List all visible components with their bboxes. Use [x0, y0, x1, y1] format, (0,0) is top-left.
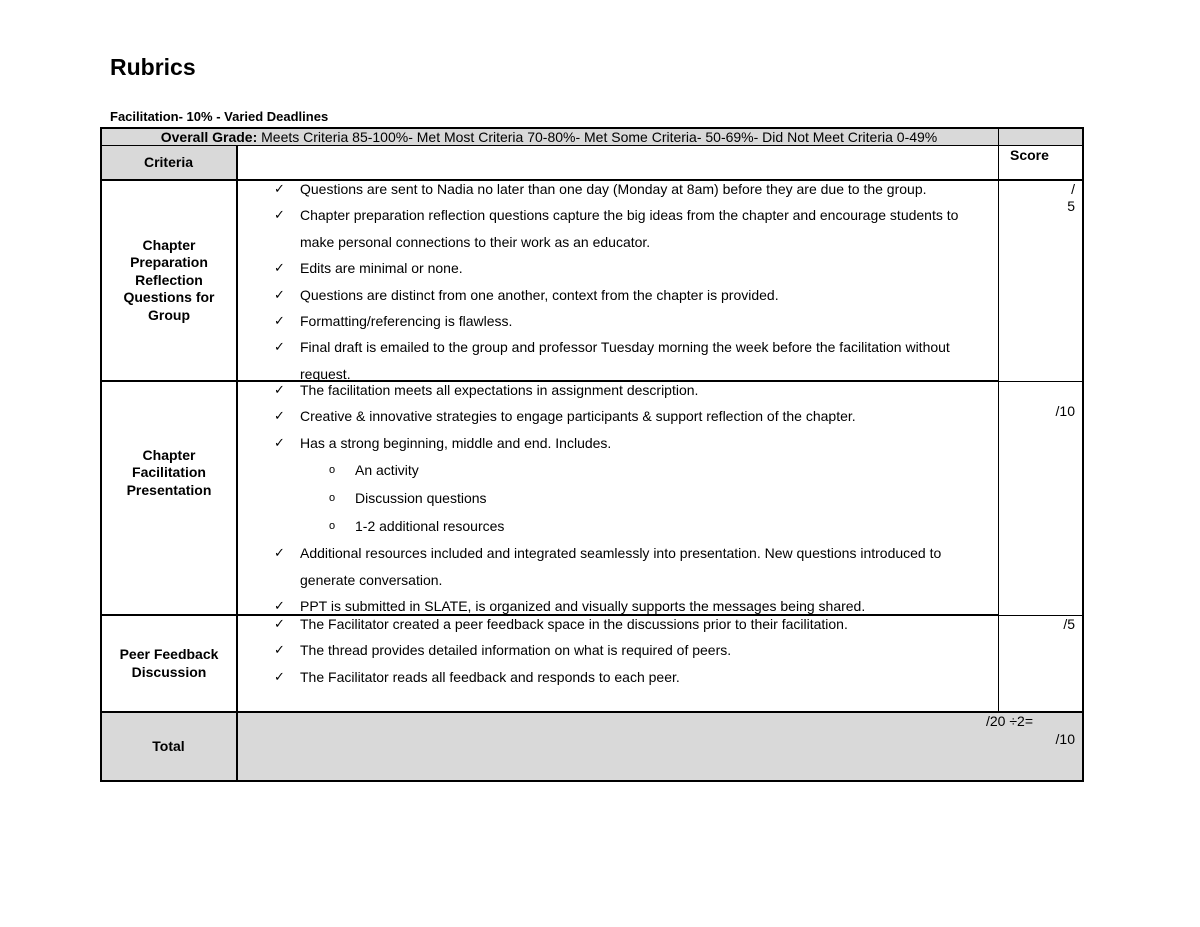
- list-item: ✓ Has a strong beginning, middle and end. Includes.: [238, 430, 994, 456]
- criteria-cell-peer-feedback: Peer Feedback Discussion: [119, 646, 219, 680]
- list-item: ✓ Questions are sent to Nadia no later than one day (Monday at 8am) before they are due to the group.: [238, 176, 994, 202]
- overall-row-bottom-border: [100, 145, 1084, 146]
- list-item: ✓ Final draft is emailed to the group and professor Tuesday morning the week before the facilitation without request.: [238, 334, 994, 387]
- total-score: /10: [1055, 731, 1075, 747]
- list-item: ✓ The facilitation meets all expectations in assignment description.: [238, 377, 994, 403]
- check-mark-icon: ✓: [274, 598, 285, 614]
- sub-list-item: o Discussion questions: [238, 484, 994, 512]
- overall-grade-text: [100, 129, 998, 145]
- list-item: ✓ Questions are distinct from one another, context from the chapter is provided.: [238, 282, 994, 308]
- overall-grade-label: Overall Grade:: [160, 129, 258, 145]
- row3-bottom-border: [100, 711, 1084, 713]
- check-mark-icon: ✓: [274, 260, 285, 276]
- check-mark-icon: ✓: [274, 181, 285, 196]
- criteria-cell-preparation: Chapter Preparation Reflection Questions for Group: [123, 236, 215, 323]
- list-item: ✓ Chapter preparation reflection questions capture the big ideas from the chapter and encourage students to make personal connections to their work as an educator.: [238, 202, 994, 255]
- section-subtitle: Facilitation- 10% - Varied Deadlines: [110, 109, 329, 124]
- circle-bullet-icon: o: [329, 520, 336, 533]
- table-bottom-border: [100, 780, 1084, 782]
- check-mark-icon: ✓: [274, 616, 285, 631]
- overall-grade-scale: Meets Criteria 85-100%- Met Most Criteria 70-80%- Met Some Criteria- 50-69%- Did Not Meet Criteria 0-49%: [257, 129, 938, 145]
- check-mark-icon: ✓: [274, 339, 285, 355]
- check-mark-icon: ✓: [274, 313, 285, 329]
- score-peer-feedback: /5: [1063, 616, 1075, 632]
- sub-list-item: o 1-2 additional resources: [238, 512, 994, 540]
- check-mark-icon: ✓: [274, 207, 285, 223]
- list-item: ✓ Edits are minimal or none.: [238, 255, 994, 281]
- list-item: ✓ Formatting/referencing is flawless.: [238, 308, 994, 334]
- check-mark-icon: ✓: [274, 408, 285, 424]
- check-mark-icon: ✓: [274, 545, 285, 561]
- score-presentation: /10: [1055, 403, 1075, 419]
- check-mark-icon: ✓: [274, 286, 285, 302]
- check-mark-icon: ✓: [274, 382, 285, 397]
- list-item: ✓ Creative & innovative strategies to engage participants & support reflection of the chapter.: [238, 403, 994, 429]
- page-title: Rubrics: [110, 54, 196, 80]
- list-item: ✓ The Facilitator created a peer feedback space in the discussions prior to their facilitation.: [238, 611, 994, 637]
- criteria-list-preparation: [238, 176, 994, 387]
- check-mark-icon: ✓: [274, 642, 285, 658]
- list-item: ✓ The thread provides detailed information on what is required of peers.: [238, 637, 994, 663]
- total-formula: /20 ÷2=: [986, 713, 1033, 729]
- total-label: Total: [152, 737, 185, 754]
- row1-score-bottom-border: [999, 381, 1084, 382]
- table-left-border: [100, 127, 102, 782]
- list-item: ✓ The Facilitator reads all feedback and responds to each peer.: [238, 664, 994, 690]
- circle-bullet-icon: o: [329, 492, 336, 505]
- list-item: ✓ PPT is submitted in SLATE, is organized and visually supports the messages being shared.: [238, 593, 994, 619]
- circle-bullet-icon: o: [329, 464, 336, 477]
- criteria-list-presentation: [238, 377, 994, 619]
- criteria-cell-presentation: Chapter Facilitation Presentation: [126, 446, 212, 498]
- score-column-divider: [998, 127, 999, 713]
- criteria-list-peer-feedback: [238, 611, 994, 690]
- score-header: Score: [1010, 147, 1049, 163]
- sub-list-item: o An activity: [238, 456, 994, 484]
- check-mark-icon: ✓: [274, 668, 285, 684]
- table-right-border: [1082, 127, 1084, 782]
- check-mark-icon: ✓: [274, 434, 285, 450]
- score-preparation: / 5: [1067, 181, 1075, 214]
- criteria-header: Criteria: [143, 153, 194, 170]
- list-item: ✓ Additional resources included and integrated seamlessly into presentation. New questions introduced to generate conversation.: [238, 540, 994, 593]
